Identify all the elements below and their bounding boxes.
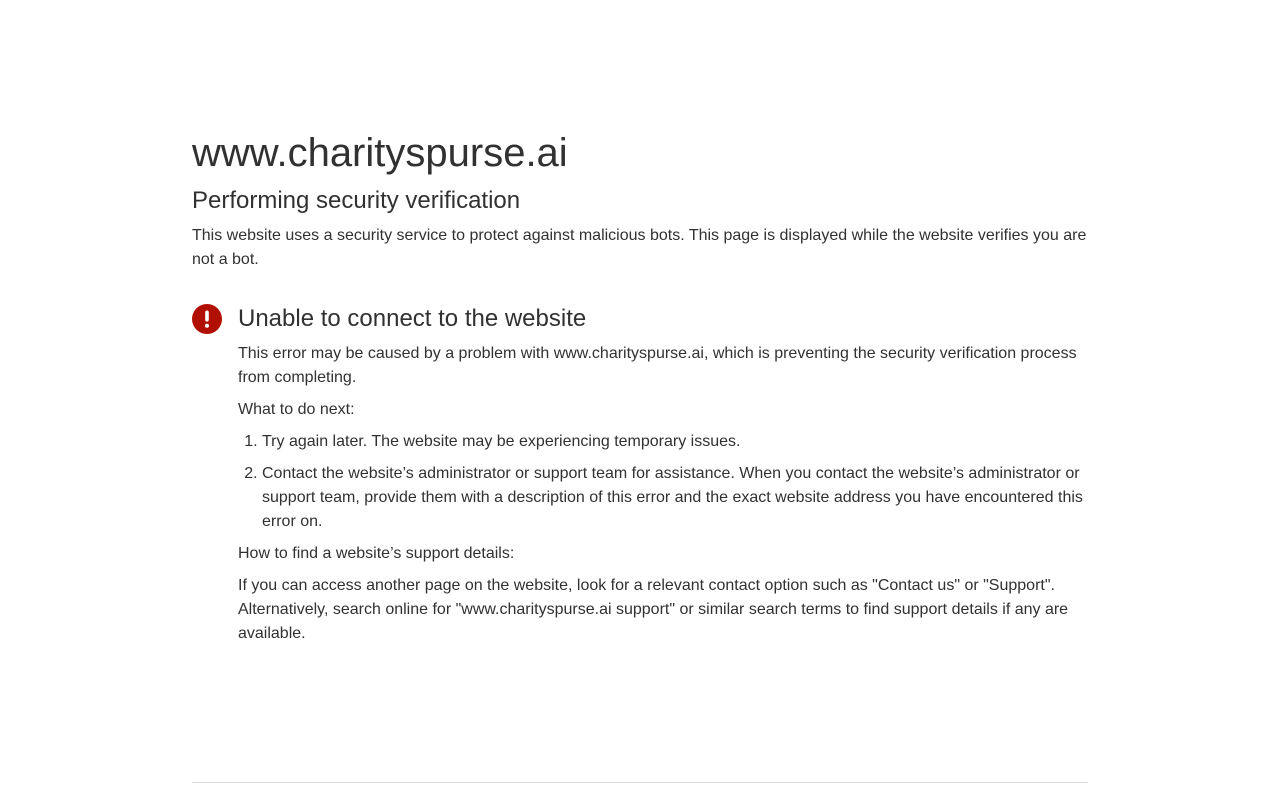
page-subtitle: Performing security verification: [192, 187, 521, 214]
intro-text: This website uses a security service to protect against malicious bots. This page is displayed while the website verifies you are not a bot.: [192, 227, 1087, 268]
site-title: www.charityspurse.ai: [192, 131, 568, 175]
exclamation-circle-icon: [192, 304, 222, 334]
next-step-item: 1. Try again later. The website may be experiencing temporary issues.: [262, 430, 1088, 454]
error-description: This error may be caused by a problem with www.charityspurse.ai, which is preventing the security verification process from completing.: [238, 345, 1077, 386]
footer-divider: [192, 782, 1088, 783]
error-details: [238, 342, 1088, 654]
next-steps-list: [238, 430, 1088, 534]
verification-page: [192, 0, 1088, 800]
next-step-item: 2. Contact the website’s administrator or support team for assistance. When you contact the website’s administrator or support team, provide them with a description of this error and the exact website address you have encountered this error on.: [262, 462, 1088, 534]
support-label: How to find a website’s support details:: [238, 545, 515, 562]
error-heading: Unable to connect to the website: [238, 305, 587, 332]
support-text: If you can access another page on the website, look for a relevant contact option such as "Contact us" or "Support". Alternatively, search online for "www.charityspurse.ai support" or similar search terms to find support details if any are available.: [238, 577, 1069, 642]
next-steps-label: What to do next:: [238, 401, 355, 418]
